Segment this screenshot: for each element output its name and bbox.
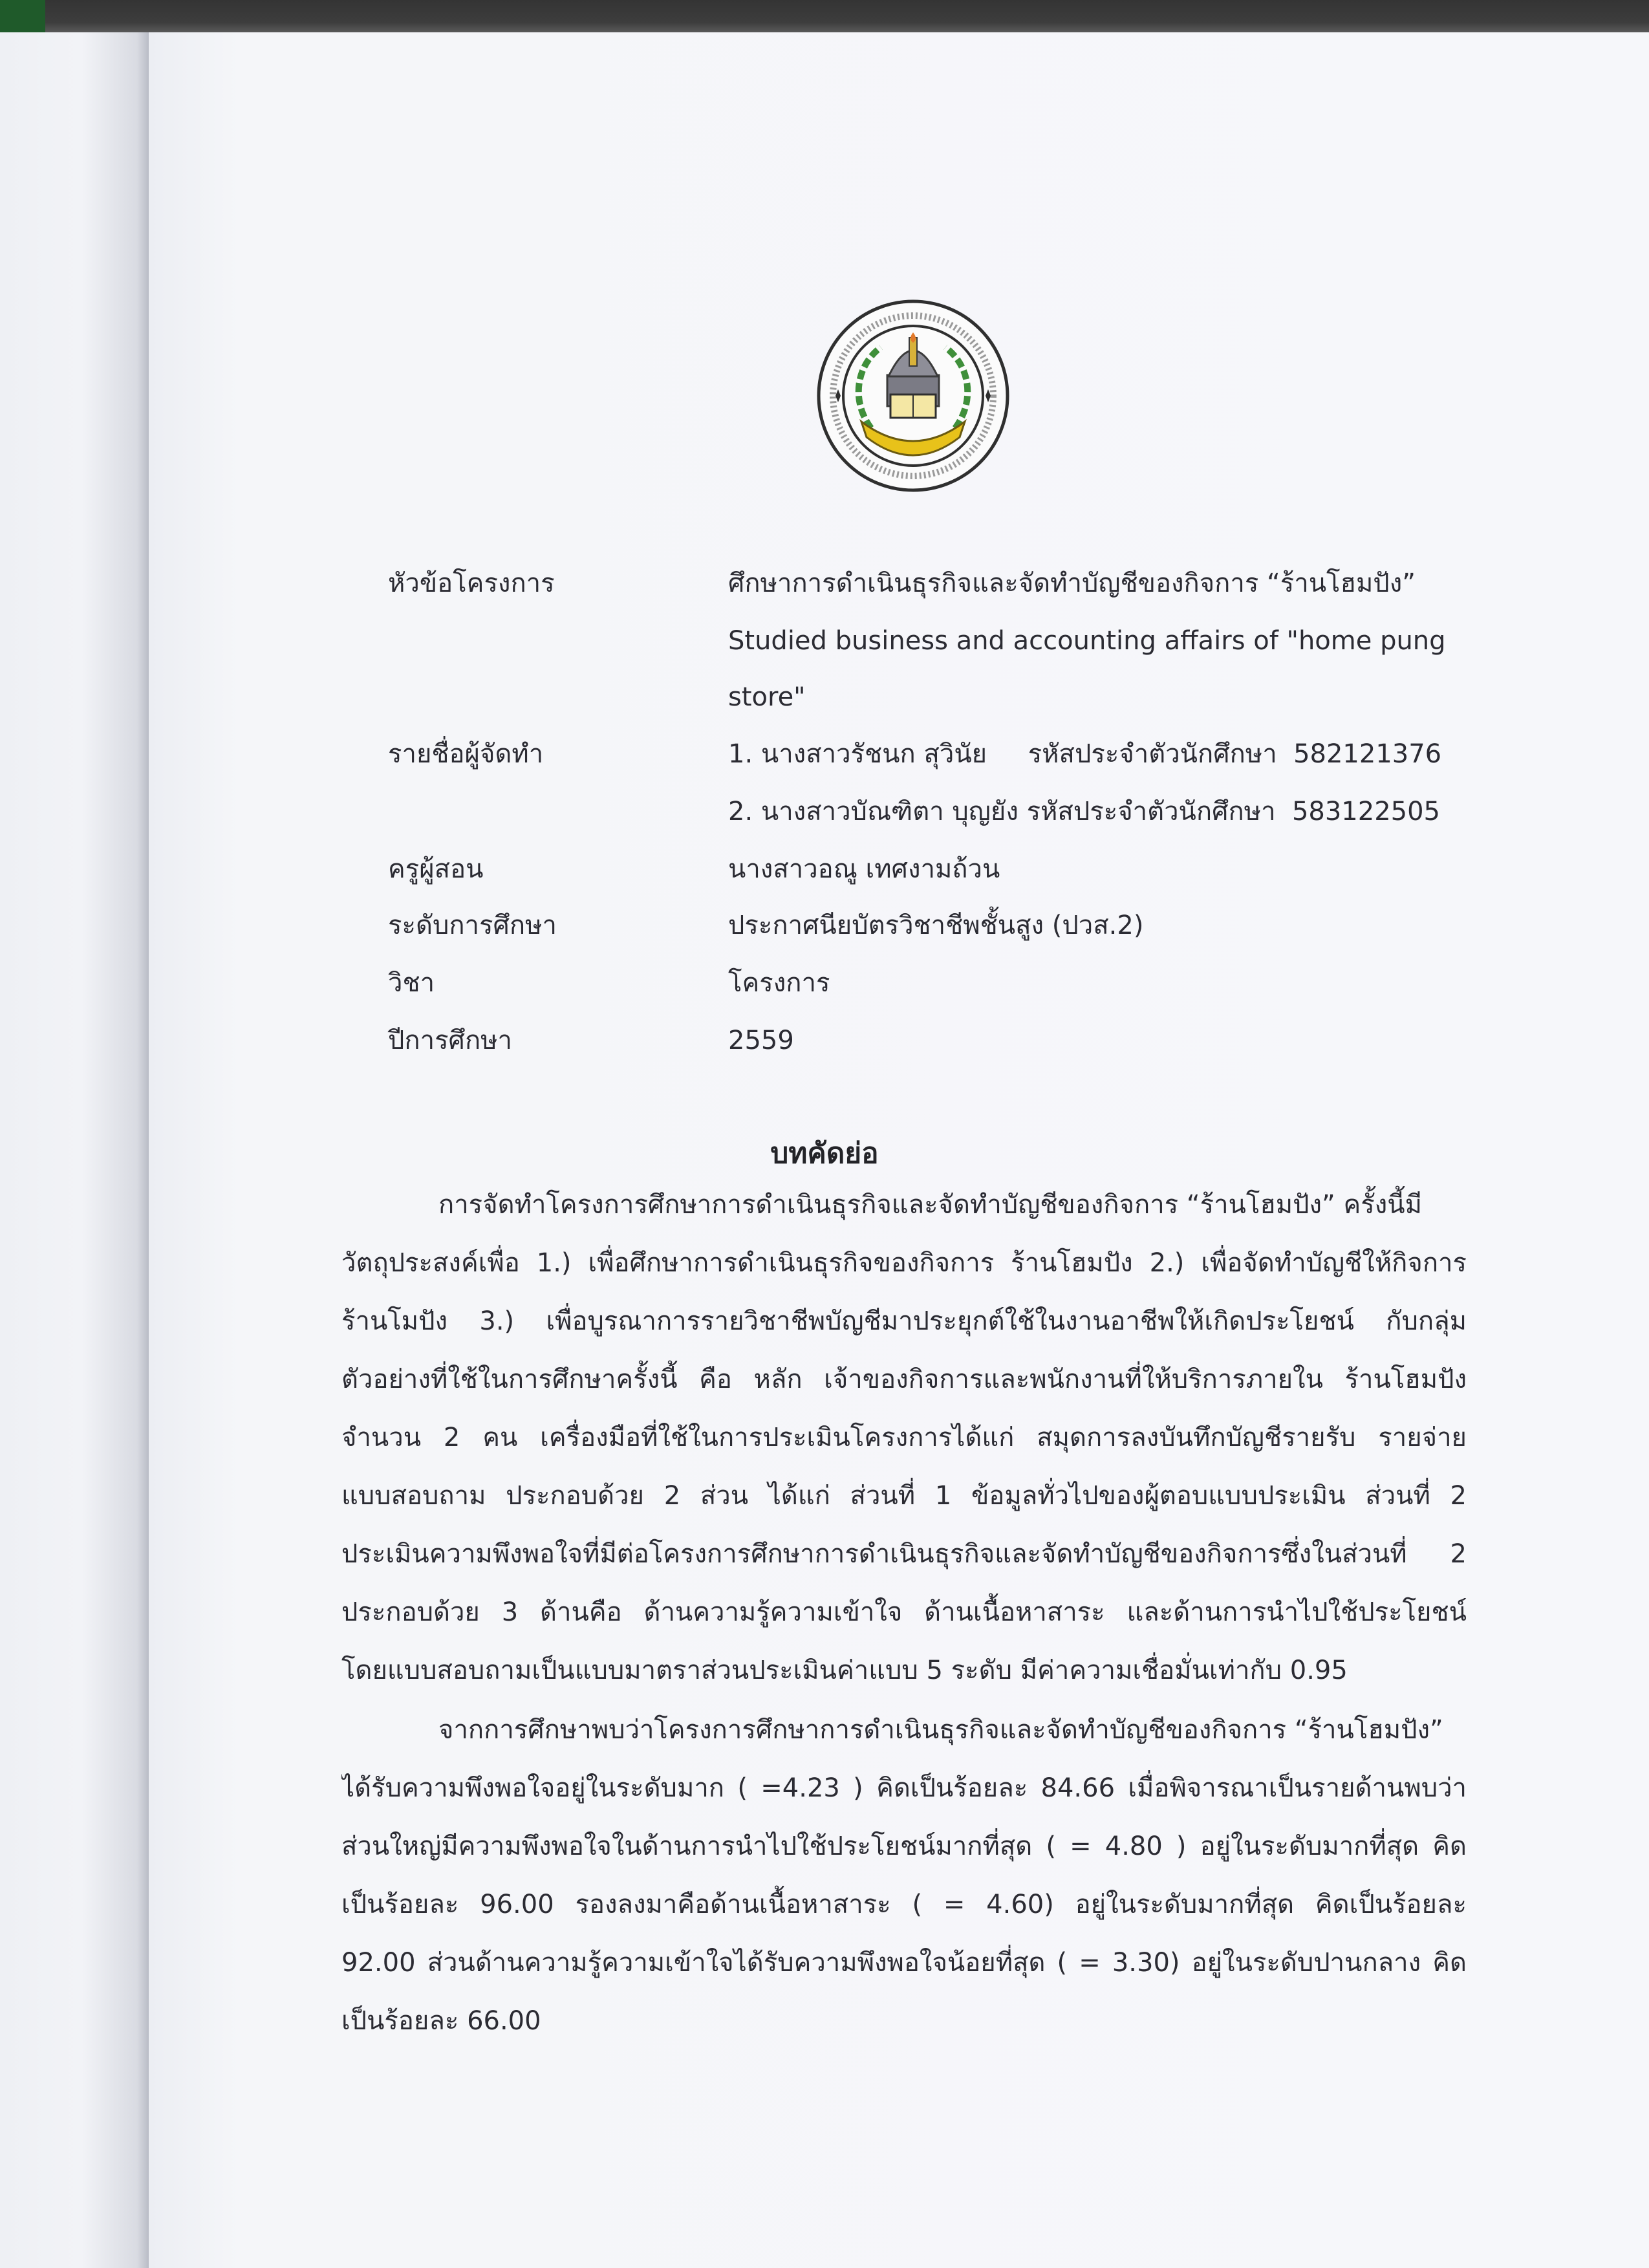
authors-label: รายชื่อผู้จัดทำ (388, 739, 544, 769)
abstract-paragraph-2 (341, 1701, 1467, 2050)
academic-year-label: ปีการศึกษา (388, 1026, 512, 1055)
paragraph-line: จากการศึกษาพบว่าโครงการศึกษาการดำเนินธุรกิจและจัดทำบัญชีของกิจการ “ร้านโฮมปัง” (438, 1715, 1443, 1745)
paragraph-line: การจัดทำโครงการศึกษาการดำเนินธุรกิจและจัดทำบัญชีของกิจการ “ร้านโฮมปัง” ครั้งนี้มี (438, 1190, 1422, 1220)
college-seal-icon (816, 299, 1010, 493)
paragraph-line: แบบสอบถาม ประกอบด้วย 2 ส่วน ได้แก่ ส่วนที่ 1 ข้อมูลทั่วไปของผู้ตอบแบบประเมิน ส่วนที่ 2 (341, 1481, 1467, 1511)
binding-strip (0, 0, 45, 32)
project-title-english: Studied business and accounting affairs of "home pung (728, 626, 1446, 656)
paragraph-line: เป็นร้อยละ 66.00 (341, 2006, 541, 2036)
abstract-paragraph-1 (341, 1176, 1467, 1700)
paragraph-line: วัตถุประสงค์เพื่อ 1.) เพื่อศึกษาการดำเนินธุรกิจของกิจการ ร้านโฮมปัง 2.) เพื่อจัดทำบัญชีให้กิจการ (341, 1248, 1467, 1278)
scanner-top-edge (0, 0, 1649, 32)
paragraph-line: ประกอบด้วย 3 ด้านคือ ด้านความรู้ความเข้าใจ ด้านเนื้อหาสาระ และด้านการนำไปใช้ประโยชน์ (341, 1597, 1467, 1627)
project-title-english-cont: store" (728, 682, 806, 712)
teacher-name: นางสาวอณู เทศงามถ้วน (728, 854, 1000, 884)
abstract-title: บทคัดย่อ (770, 1137, 879, 1170)
author-2: 2. นางสาวบัณฑิตา บุญยัง รหัสประจำตัวนักศึกษา 583122505 (728, 797, 1440, 826)
academic-year: 2559 (728, 1026, 794, 1055)
author-1: 1. นางสาวรัชนก สุวินัย รหัสประจำตัวนักศึกษา 582121376 (728, 739, 1442, 769)
paragraph-line: ตัวอย่างที่ใช้ในการศึกษาครั้งนี้ คือ หลัก เจ้าของกิจการและพนักงานที่ให้บริการภายใน ร้านโฮมปัง (341, 1365, 1467, 1394)
paragraph-line: จำนวน 2 คน เครื่องมือที่ใช้ในการประเมินโครงการได้แก่ สมุดการลงบันทึกบัญชีรายรับ รายจ่าย (341, 1423, 1467, 1453)
teacher-label: ครูผู้สอน (388, 854, 484, 884)
paragraph-line: โดยแบบสอบถามเป็นแบบมาตราส่วนประเมินค่าแบบ 5 ระดับ มีค่าความเชื่อมั่นเท่ากับ 0.95 (341, 1656, 1348, 1685)
project-title-label: หัวข้อโครงการ (388, 568, 555, 598)
education-level: ประกาศนียบัตรวิชาชีพชั้นสูง (ปวส.2) (728, 911, 1144, 940)
paragraph-line: 92.00 ส่วนด้านความรู้ความเข้าใจได้รับความพึงพอใจน้อยที่สุด ( = 3.30) อยู่ในระดับปานกลาง คิด (341, 1948, 1467, 1978)
education-level-label: ระดับการศึกษา (388, 911, 557, 940)
paragraph-line: ประเมินความพึงพอใจที่มีต่อโครงการศึกษาการดำเนินธุรกิจและจัดทำบัญชีของกิจการซึ่งในส่วนที่ 2 (341, 1539, 1467, 1569)
paragraph-line: เป็นร้อยละ 96.00 รองลงมาคือด้านเนื้อหาสาระ ( = 4.60) อยู่ในระดับมากที่สุด คิดเป็นร้อยละ (341, 1890, 1467, 1919)
subject-label: วิชา (388, 968, 435, 998)
subject: โครงการ (728, 968, 830, 998)
paragraph-line: ได้รับความพึงพอใจอยู่ในระดับมาก ( =4.23 ) คิดเป็นร้อยละ 84.66 เมื่อพิจารณาเป็นรายด้านพบว่า (341, 1773, 1467, 1803)
project-title-thai: ศึกษาการดำเนินธุรกิจและจัดทำบัญชีของกิจการ “ร้านโฮมปัง” (728, 568, 1416, 598)
paragraph-line: ส่วนใหญ่มีความพึงพอใจในด้านการนำไปใช้ประโยชน์มากที่สุด ( = 4.80 ) อยู่ในระดับมากที่สุด คิด (341, 1831, 1467, 1861)
paragraph-line: ร้านโมปัง 3.) เพื่อบูรณาการรายวิชาชีพบัญชีมาประยุกต์ใช้ในงานอาชีพให้เกิดประโยชน์ กับกลุ่ม (341, 1306, 1467, 1336)
